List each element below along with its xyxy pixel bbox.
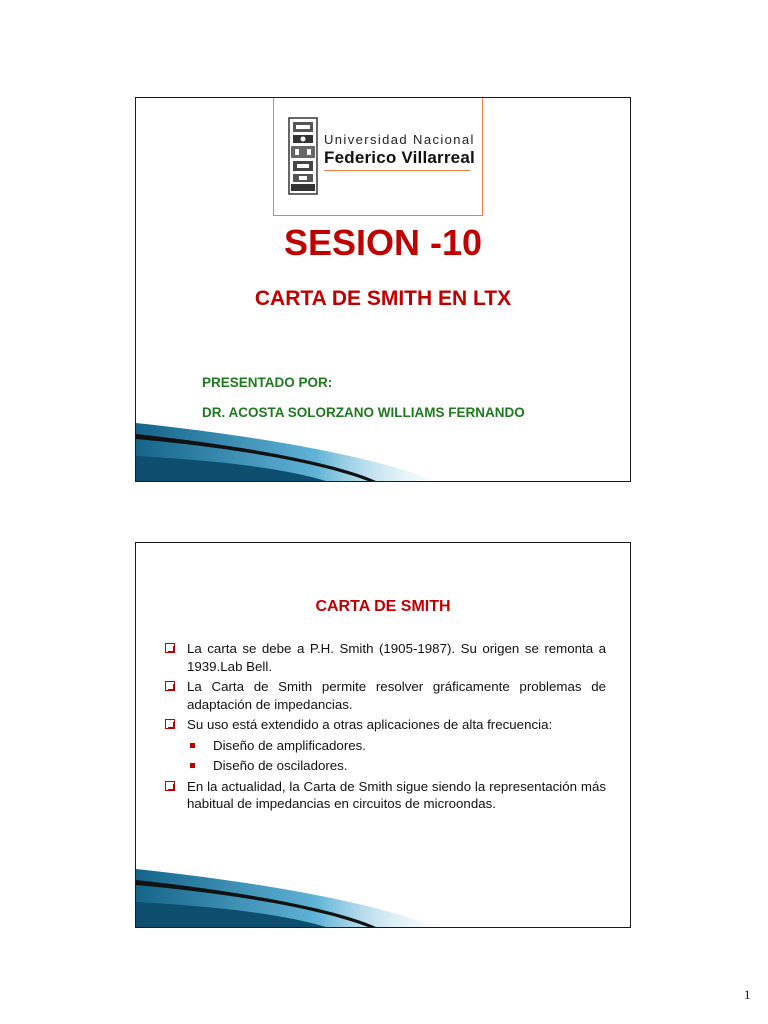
list-item-text: En la actualidad, la Carta de Smith sigue siendo la representación más habitual de impedancias en circuitos de microondas. bbox=[187, 778, 606, 811]
title-slide bbox=[135, 97, 631, 482]
sub-list-item-text: Diseño de osciladores. bbox=[213, 758, 348, 773]
presenter-name: DR. ACOSTA SOLORZANO WILLIAMS FERNANDO bbox=[202, 405, 525, 420]
decorative-swoosh bbox=[136, 847, 631, 927]
content-slide bbox=[135, 542, 631, 928]
sub-list-item-text: Diseño de amplificadores. bbox=[213, 737, 366, 753]
square-bullet-icon bbox=[190, 743, 195, 748]
university-logo bbox=[273, 97, 483, 216]
sub-list-item bbox=[162, 737, 606, 755]
session-title: SESION -10 bbox=[283, 222, 483, 263]
square-bullet-icon bbox=[190, 763, 195, 768]
list-item bbox=[162, 778, 606, 813]
logo-university-line: Universidad Nacional bbox=[324, 132, 475, 147]
list-item-text: La carta se debe a P.H. Smith (1905-1987). Su origen se remonta a 1939.Lab Bell. bbox=[187, 641, 606, 674]
checkbox-bullet-icon bbox=[165, 643, 175, 653]
list-item bbox=[162, 640, 606, 675]
bullet-list bbox=[162, 640, 606, 816]
checkbox-bullet-icon bbox=[165, 681, 175, 691]
list-item-text: Su uso está extendido a otras aplicaciones de alta frecuencia: bbox=[187, 717, 553, 732]
list-item-text: La Carta de Smith permite resolver gráficamente problemas de adaptación de impedancias. bbox=[187, 679, 606, 712]
checkbox-bullet-icon bbox=[165, 781, 175, 791]
session-subtitle: CARTA DE SMITH EN LTX bbox=[254, 287, 512, 310]
logo-underline bbox=[324, 170, 470, 171]
presenter-label: PRESENTADO POR: bbox=[202, 375, 333, 390]
decorative-swoosh bbox=[136, 401, 631, 481]
list-item bbox=[162, 716, 606, 734]
page-number: 1 bbox=[744, 987, 751, 1002]
list-item bbox=[162, 678, 606, 713]
slide-title: CARTA DE SMITH bbox=[315, 598, 451, 615]
university-emblem-icon bbox=[288, 117, 318, 195]
sub-list-item bbox=[162, 757, 606, 775]
logo-name-line: Federico Villarreal bbox=[324, 148, 475, 167]
checkbox-bullet-icon bbox=[165, 719, 175, 729]
